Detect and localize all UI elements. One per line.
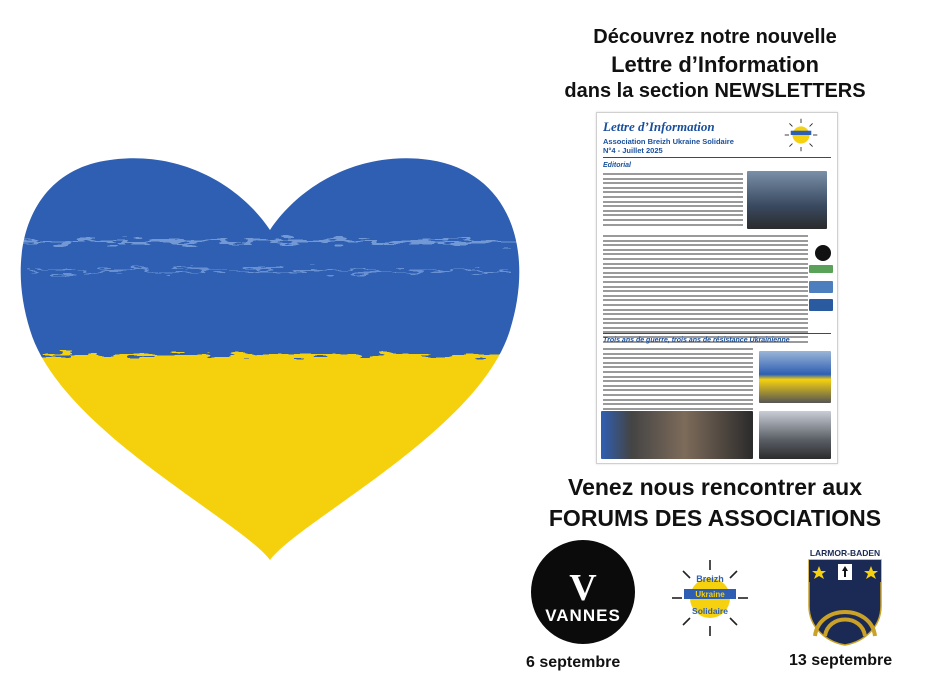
breizh-ukraine-logo-small-icon <box>783 117 819 153</box>
divider <box>603 333 831 334</box>
headline-line-2: Lettre d’Information <box>611 52 819 77</box>
vannes-name: VANNES <box>545 606 621 625</box>
resistance-text-lines <box>603 348 753 412</box>
golfe-morbihan-logo-icon <box>809 281 833 293</box>
street-photo <box>759 411 831 459</box>
larmor-name: LARMOR-BADEN <box>809 548 881 558</box>
forums-line-2: FORUMS DES ASSOCIATIONS <box>548 505 882 531</box>
vannes-date: 6 septembre <box>526 654 621 671</box>
newsletter-preview[interactable] <box>596 112 838 464</box>
newsletter-issue: N°4 - Juillet 2025 <box>603 146 663 155</box>
vannes-mark: V <box>569 567 597 609</box>
vannes-badge-small-icon <box>815 245 831 261</box>
logo-text-breizh: Breizh <box>696 574 724 584</box>
breizh-ukraine-solidaire-logo-icon <box>668 556 752 640</box>
headline-line-1: Découvrez notre nouvelle <box>593 26 837 48</box>
newsletter-title: Lettre d’Information <box>603 119 715 134</box>
newsletter-association: Association Breizh Ukraine Solidaire <box>603 137 734 146</box>
morbihan-logo-icon <box>809 299 833 311</box>
headline-line-3: dans la section NEWSLETTERS <box>564 80 866 102</box>
editorial-text-lines <box>603 173 743 228</box>
larmor-date: 13 septembre <box>789 652 893 669</box>
logo-text-ukraine: Ukraine <box>695 590 725 599</box>
logo-text-solidaire: Solidaire <box>692 606 728 616</box>
rally-photo <box>759 351 831 403</box>
newsletter-section-resistance: Trois ans de guerre, trois ans de résistance Ukrainienne <box>603 337 790 344</box>
forums-line-1: Venez nous rencontrer aux <box>568 474 862 500</box>
group-photo <box>747 171 827 229</box>
ukraine-heart-image <box>0 130 540 570</box>
editorial-text-lines <box>603 235 808 345</box>
vannes-logo <box>531 540 635 644</box>
ploermel-logo-icon <box>809 265 833 273</box>
larmor-baden-crest-icon <box>805 546 885 646</box>
newsletter-section-editorial: Editorial <box>603 162 632 169</box>
crowd-photo <box>601 411 753 459</box>
divider <box>603 157 831 158</box>
